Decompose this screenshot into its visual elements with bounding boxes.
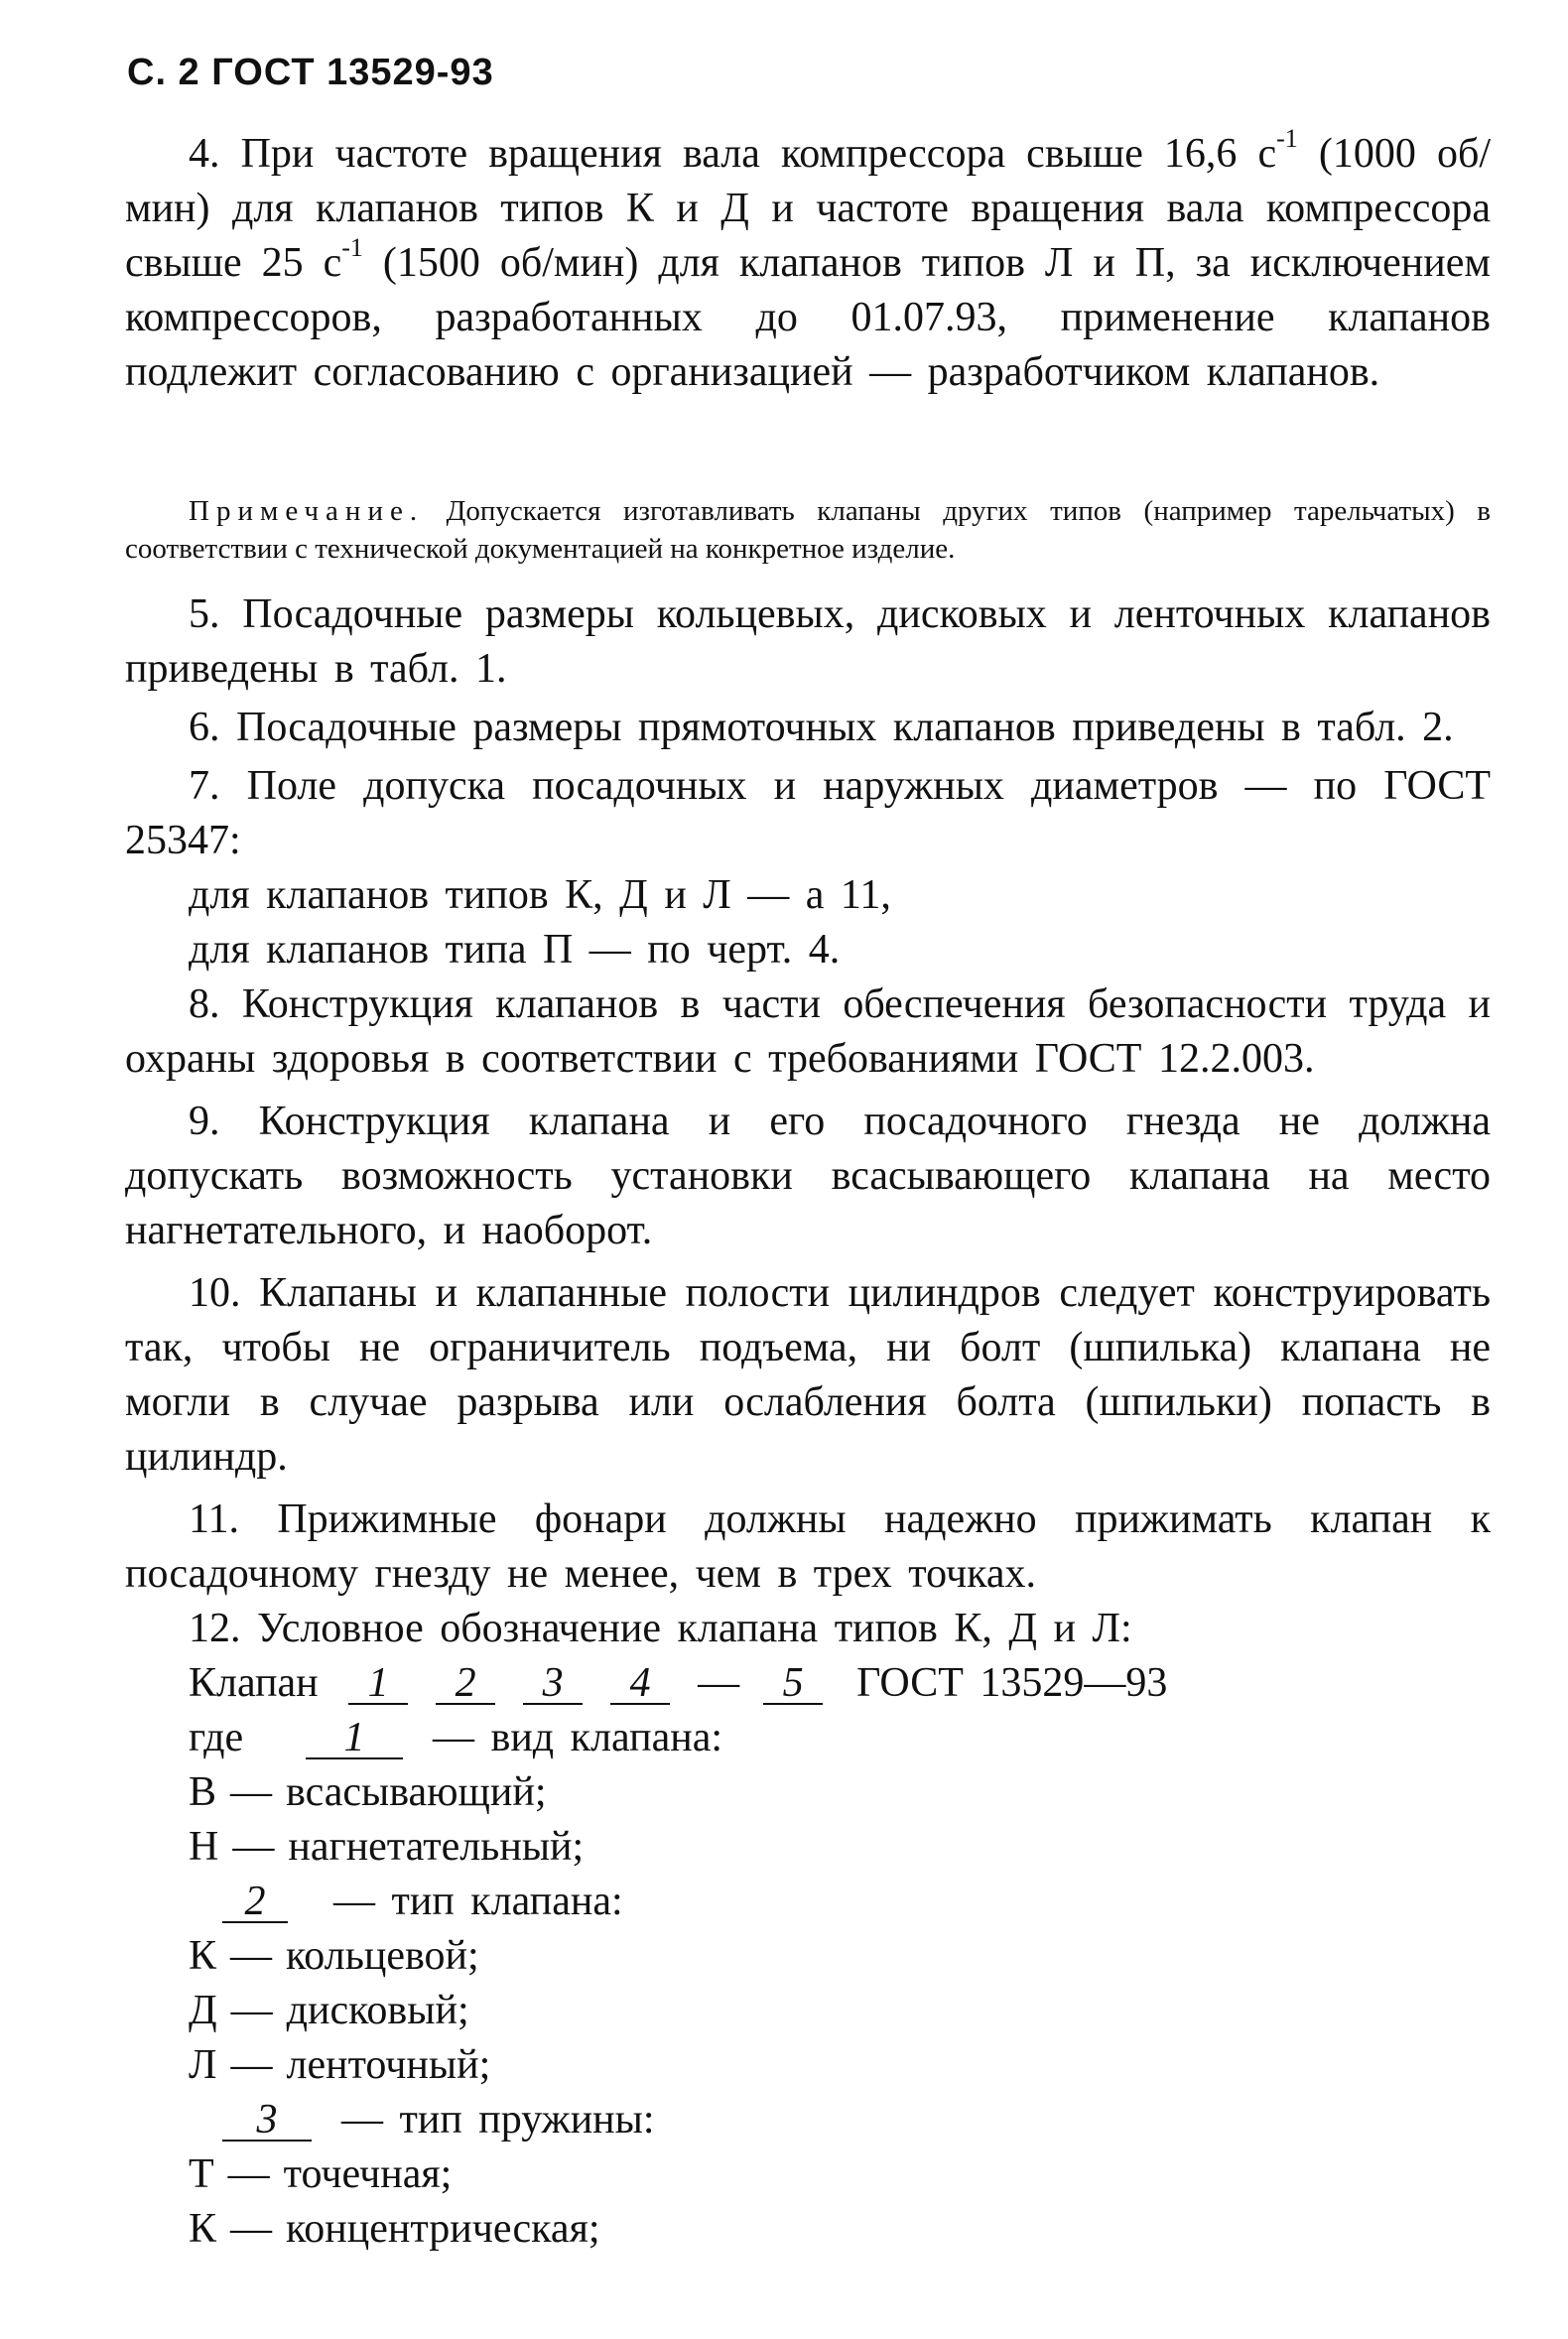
- definition-concentric: К — концентрическая;: [189, 2206, 600, 2252]
- note-text: Допускается изготавливать клапаны других типов (например тарельчатых) в соответствии с технической документацией на конкретное изделие.: [125, 495, 1491, 565]
- where-field-1: 1: [306, 1718, 403, 1759]
- paragraph-8: 8. Конструкция клапанов в части обеспечения безопасности труда и охраны здоровья в соответствии с требованиями ГОСТ 12.2.003.: [125, 981, 1491, 1082]
- note-label: Примечание.: [189, 495, 425, 527]
- paragraph-6: 6. Посадочные размеры прямоточных клапанов приведены в табл. 2.: [189, 705, 1454, 750]
- designation-field-2: 2: [436, 1663, 495, 1705]
- where-field-2: 2: [222, 1882, 288, 1923]
- definition-discharge: Н — нагнетательный;: [189, 1824, 585, 1870]
- definition-strip: Л — ленточный;: [189, 2042, 491, 2088]
- paragraph-12: 12. Условное обозначение клапана типов К, Д и Л:: [189, 1606, 1132, 1651]
- paragraph-7-line-2: для клапанов типа П — по черт. 4.: [189, 927, 841, 973]
- valve-type-line: 2 — тип клапана:: [125, 1875, 1491, 1929]
- designation-field-4: 4: [610, 1663, 670, 1705]
- note-paragraph: [125, 492, 1491, 568]
- sections-5-12: [125, 587, 1491, 2257]
- designation-field-5: 5: [763, 1663, 823, 1705]
- spring-type-line: 3 — тип пружины:: [125, 2093, 1491, 2147]
- designation-line: Клапан 1 2 3 4 — 5 ГОСТ 13529—93: [189, 1660, 1168, 1706]
- superscript: -1: [341, 233, 363, 262]
- page-header: С. 2 ГОСТ 13529-93: [127, 52, 494, 93]
- definition-ring: К — кольцевой;: [189, 1933, 479, 1979]
- paragraph-7: 7. Поле допуска посадочных и наружных диаметров — по ГОСТ 25347:: [125, 763, 1491, 863]
- paragraph-4: 4. При частоте вращения вала компрессора свыше 16,6 $с^{-1}$ (1000 об/мин) для клапанов типов К и Д и частоте вращения вала компрессора свыше 25 $с^{-1}$ (1500 об/мин) для клапанов типов Л и П, за исключением компрессоров, разработанных до 01.07.93, применение клапанов подлежит согласованию с организацией — разработчиком клапанов.: [125, 124, 1491, 395]
- paragraph-5: 5. Посадочные размеры кольцевых, дисковых и ленточных клапанов приведены в табл. 1.: [125, 591, 1491, 692]
- definition-disk: Д — дисковый;: [189, 1988, 469, 2033]
- note-block: [125, 492, 1491, 568]
- designation-field-1: 1: [348, 1663, 408, 1705]
- section-4: [125, 124, 1491, 400]
- definition-point: Т — точечная;: [189, 2151, 453, 2197]
- definition-suction: В — всасывающий;: [189, 1769, 547, 1815]
- where-line: где 1 — вид клапана:: [189, 1715, 723, 1760]
- standard-reference: ГОСТ 13529—93: [856, 1660, 1168, 1706]
- paragraph-11: 11. Прижимные фонари должны надежно прижимать клапан к посадочному гнезду не менее, чем в трех точках.: [125, 1496, 1491, 1597]
- where-field-3: 3: [222, 2100, 312, 2142]
- paragraph-7-line-1: для клапанов типов К, Д и Л — а 11,: [189, 872, 891, 918]
- paragraph-10: 10. Клапаны и клапанные полости цилиндров следует конструировать так, чтобы не ограничитель подъема, ни болт (шпилька) клапана не могли в случае разрыва или ослабления болта (шпильки) попасть в цилиндр.: [125, 1270, 1491, 1480]
- designation-field-3: 3: [523, 1663, 583, 1705]
- superscript: -1: [1276, 124, 1298, 153]
- paragraph-9: 9. Конструкция клапана и его посадочного гнезда не должна допускать возможность установки всасывающего клапана на место нагнетательного, и наоборот.: [125, 1099, 1491, 1253]
